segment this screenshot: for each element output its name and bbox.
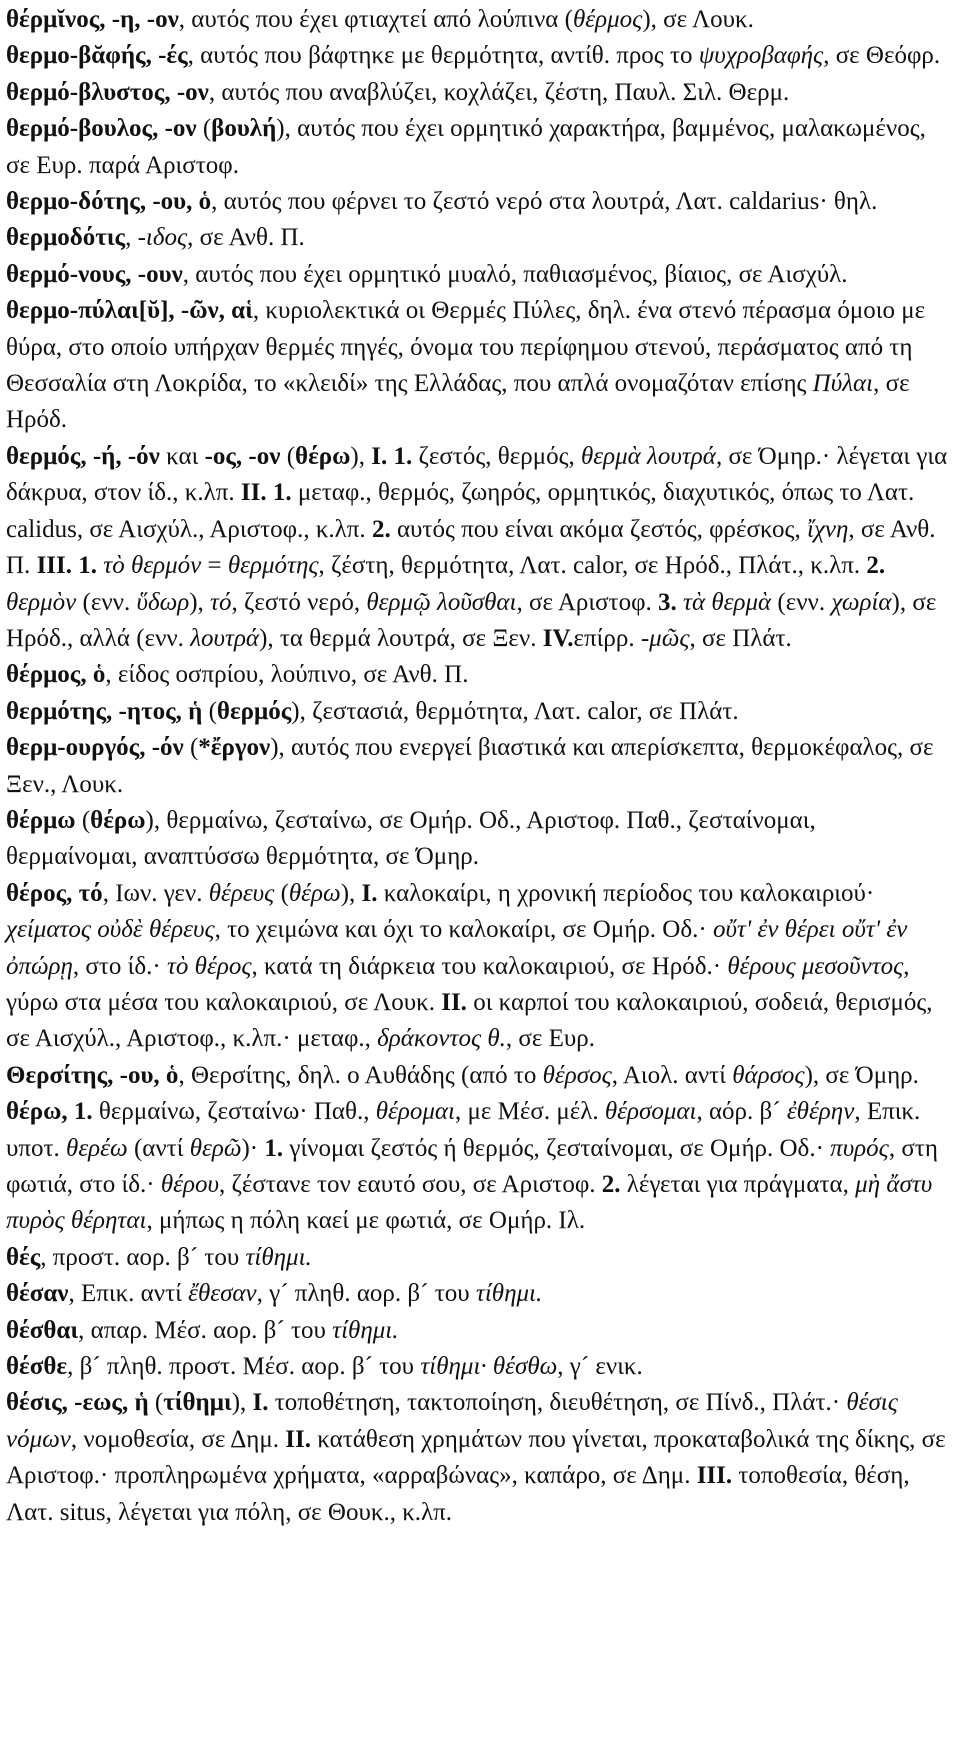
bold-term: II. xyxy=(285,1425,312,1453)
entry-text: ), xyxy=(231,1389,253,1417)
entry-text: , Θερσίτης, δηλ. ο Αυθάδης (από το xyxy=(178,1061,543,1089)
bold-term: III. 1. xyxy=(36,552,97,580)
italic-phrase: τὸ θέρος xyxy=(166,952,252,980)
bold-term: βουλή xyxy=(211,115,277,143)
dictionary-entry xyxy=(6,803,950,876)
bold-term: θερμός xyxy=(216,697,292,725)
bold-term: III. xyxy=(696,1462,733,1490)
entry-text: (αντί xyxy=(127,1134,190,1162)
entry-text: τοποθεσία, θέση, Λατ. situs, λέγεται για πόλη, σε Θουκ., κ.λπ. xyxy=(6,1462,910,1526)
entry-text: θερμαίνω, ζεσταίνω· Παθ., xyxy=(92,1098,376,1126)
dictionary-entry xyxy=(6,111,950,184)
italic-phrase: τίθημι. xyxy=(475,1280,543,1308)
dictionary-entry xyxy=(6,1276,950,1312)
entry-text: , σε Αριστοφ. xyxy=(516,588,659,616)
bold-term: θέρμω xyxy=(6,806,76,834)
italic-phrase: θέρσομαι xyxy=(604,1098,697,1126)
entry-text: , σε Πλάτ. xyxy=(689,624,792,652)
entry-text: ( xyxy=(196,115,212,143)
entry-text: , γ´ πληθ. αορ. β´ του xyxy=(256,1280,476,1308)
italic-phrase: μὴ ἄστυ πυρὸς θέρηται xyxy=(6,1171,933,1235)
bold-term: θέρω, 1. xyxy=(6,1098,93,1126)
bold-term: θέρμος, ὁ xyxy=(6,661,106,689)
bold-term: θερμότης, -ητος, ἡ xyxy=(6,697,203,725)
entry-text: , σε Θεόφρ. xyxy=(823,42,941,70)
entry-text: ), σε Ηρόδ., αλλά (ενν. xyxy=(6,588,937,652)
italic-phrase: θερμὰ λουτρά xyxy=(581,442,716,470)
entry-text: ), σε Όμηρ. xyxy=(804,1061,919,1089)
dictionary-entry xyxy=(6,1349,950,1385)
italic-phrase: θέρου xyxy=(160,1171,219,1198)
dictionary-entry xyxy=(6,75,950,111)
dictionary-entry xyxy=(6,1094,950,1240)
bold-term: τίθημι xyxy=(163,1389,232,1417)
italic-phrase: θέρω xyxy=(288,879,341,907)
italic-phrase: δράκοντος θ. xyxy=(377,1025,506,1053)
entry-text: ( xyxy=(274,879,289,907)
bold-term: IV. xyxy=(542,624,574,652)
italic-phrase: τὰ θερμὰ xyxy=(683,588,772,616)
entry-text: καλοκαίρι, η χρονική περίοδος του καλοκαιριού· xyxy=(377,879,875,907)
italic-phrase: ὕδωρ xyxy=(136,588,190,616)
dictionary-entry xyxy=(6,293,950,439)
dictionary-entry xyxy=(6,694,950,730)
entry-text: μεταφ., θερμός, ζωηρός, ορμητικός, διαχυτικός, όπως το Λατ. calidus, σε Αισχύλ., Αριστοφ., κ.λπ. xyxy=(6,479,915,543)
bold-term: -ος, -ον xyxy=(204,442,281,470)
entry-text: , β´ πληθ. προστ. Μέσ. αορ. β´ του xyxy=(67,1353,421,1381)
bold-term: θέσαν xyxy=(6,1280,69,1308)
entry-text: ), τα θερμά λουτρά, σε Ξεν. xyxy=(259,624,543,652)
entry-text: , αόρ. β´ xyxy=(696,1098,787,1126)
italic-phrase: θάρσος xyxy=(732,1061,805,1089)
entry-text: )· xyxy=(241,1134,265,1162)
entry-text: , σε Ανθ. Π. xyxy=(187,224,305,252)
entry-text: αυτός που είναι ακόμα ζεστός, φρέσκος, xyxy=(390,515,807,543)
entry-text: , κατά τη διάρκεια του καλοκαιριού, σε Ηρόδ.· xyxy=(251,952,728,980)
entry-text: (ενν. xyxy=(771,588,832,616)
entry-text: , αυτός που έχει ορμητικό μυαλό, παθιασμένος, βίαιος, σε Αισχύλ. xyxy=(182,260,848,288)
entry-text: , το χειμώνα και όχι το καλοκαίρι, σε Ομήρ. Οδ.· xyxy=(214,916,713,944)
bold-term: θερμο-πύλαι[ῠ], -ῶν, αἱ xyxy=(6,297,253,325)
entry-text: ( xyxy=(75,806,91,834)
italic-phrase: θερμῷ λοῦσθαι xyxy=(366,588,517,616)
entry-text: (ενν. xyxy=(76,588,137,616)
entry-text: ), σε Λουκ. xyxy=(642,6,754,33)
italic-phrase: θέρους μεσοῦντος xyxy=(727,952,904,980)
entry-text: επίρρ. xyxy=(573,624,641,652)
bold-term: II. 1. xyxy=(240,479,292,507)
entry-text: ζεστός, θερμός, xyxy=(412,442,581,470)
entry-text: , Επικ. υποτ. xyxy=(6,1098,921,1162)
italic-phrase: τίθημι. xyxy=(245,1243,312,1271)
entry-text: , σε Ηρόδ. xyxy=(6,370,910,434)
italic-phrase: θέρσος xyxy=(542,1061,612,1089)
entry-text: και xyxy=(159,442,205,470)
dictionary-entry xyxy=(6,1313,950,1349)
italic-phrase: ἔθεσαν xyxy=(188,1280,257,1308)
dictionary-entry xyxy=(6,1385,950,1531)
entry-text: κατάθεση χρημάτων που γίνεται, προκαταβολικά της δίκης, σε Αριστοφ.· προπληρωμένα χρήματα, «αρραβώνας», καπάρο, σε Δημ. xyxy=(6,1425,946,1490)
italic-phrase: θέρευς xyxy=(208,879,275,907)
italic-phrase: λουτρά xyxy=(190,624,260,652)
bold-term: 2. xyxy=(866,552,886,580)
italic-phrase: τίθημι· θέσθω xyxy=(420,1353,558,1381)
italic-phrase: χωρία xyxy=(831,588,892,616)
entry-text: , απαρ. Μέσ. αορ. β´ του xyxy=(78,1316,333,1344)
entry-text: λέγεται για πράγματα, xyxy=(620,1171,856,1198)
italic-phrase: τίθημι. xyxy=(332,1316,399,1344)
entry-text: τοποθέτηση, τακτοποίηση, διευθέτηση, σε Πίνδ., Πλάτ.· xyxy=(268,1389,847,1417)
dictionary-entry xyxy=(6,657,950,693)
entry-text: ), ζεστασιά, θερμότητα, Λατ. calor, σε Πλάτ. xyxy=(291,697,739,725)
dictionary-entry xyxy=(6,2,950,38)
entry-text: , σε Όμηρ.· λέγεται για δάκρυα, στον ίδ., κ.λπ. xyxy=(6,442,948,507)
entry-text: , Ιων. γεν. xyxy=(102,879,209,907)
bold-term: I. xyxy=(361,879,378,907)
entry-text: ), xyxy=(189,588,211,616)
entry-text: , σε Ευρ. xyxy=(505,1025,595,1053)
bold-term: θερμό-βλυστος, -ον xyxy=(6,78,209,106)
italic-phrase: -ιδος xyxy=(137,224,188,252)
entry-text: ), xyxy=(350,442,372,470)
dictionary-entry xyxy=(6,1240,950,1276)
bold-term: θέσθαι xyxy=(6,1316,79,1344)
italic-phrase: Πύλαι xyxy=(812,370,874,398)
italic-phrase: χείματος οὐδὲ θέρευς xyxy=(6,916,215,944)
bold-term: 1. xyxy=(264,1134,284,1162)
entry-text: , προστ. αορ. β´ του xyxy=(40,1243,246,1271)
entry-text: , είδος οσπρίου, λούπινο, σε Ανθ. Π. xyxy=(105,661,469,689)
entry-text: , σε Ανθ. Π. xyxy=(6,515,936,580)
entry-text: , στο ίδ.· xyxy=(72,952,167,980)
entry-text: οι καρποί του καλοκαιριού, σοδειά, θερισμός, σε Αισχύλ., Αριστοφ., κ.λπ.· μεταφ., xyxy=(6,988,933,1053)
bold-term: θερμο-δότης, -ου, ὁ xyxy=(6,188,212,216)
italic-phrase: πυρός xyxy=(830,1134,889,1162)
bold-term: I. xyxy=(252,1389,269,1417)
entry-text: , Αιολ. αντί xyxy=(611,1061,733,1089)
entry-text: ( xyxy=(202,697,217,725)
entry-text: , ζέστη, θερμότητα, Λατ. calor, σε Ηρόδ., Πλάτ., κ.λπ. xyxy=(318,552,867,580)
entry-text: , κυριολεκτικά οι Θερμές Πύλες, δηλ. ένα στενό πέρασμα όμοιο με θύρα, στο οποίο υπήρχαν θερμές πηγές, όνομα του περίφημου στενού, περάσματος από τη Θεσσαλία στη Λοκρίδα, το «κλειδί» της Ελλάδας, που απλά ονομαζόταν επίσης xyxy=(6,297,926,398)
bold-term: θέρος, τό xyxy=(6,879,103,907)
bold-term: θέσις, -εως, ἡ xyxy=(6,1389,149,1417)
dictionary-entry xyxy=(6,876,950,1058)
italic-phrase: θερῶ xyxy=(189,1134,242,1162)
italic-phrase: ἐθέρην xyxy=(786,1098,855,1126)
entry-text: , νομοθεσία, σε Δημ. xyxy=(70,1425,286,1453)
entry-text: γίνομαι ζεστός ή θερμός, ζεσταίνομαι, σε Ομήρ. Οδ.· xyxy=(283,1134,831,1162)
italic-phrase: -μῶς xyxy=(640,624,690,652)
italic-phrase: θέσις νόμων xyxy=(6,1389,898,1453)
entry-text: , αυτός που έχει φτιαχτεί από λούπινα ( xyxy=(178,6,573,33)
entry-text: ), xyxy=(340,879,362,907)
entry-text: , με Μέσ. μέλ. xyxy=(454,1098,605,1126)
italic-phrase: ἴχνη xyxy=(806,515,849,543)
dictionary-entry xyxy=(6,730,950,803)
entry-text: , xyxy=(125,224,138,252)
entry-text: ), αυτός που έχει ορμητικό χαρακτήρα, βαμμένος, μαλακωμένος, σε Ευρ. παρά Αριστοφ. xyxy=(6,115,926,179)
bold-term: θέρω xyxy=(90,806,146,834)
bold-term: 2. xyxy=(601,1171,621,1198)
italic-phrase: τό xyxy=(210,588,232,616)
dictionary-entry xyxy=(6,38,950,74)
entry-text: , ζεστό νερό, xyxy=(231,588,367,616)
entry-text: , μήπως η πόλη καεί με φωτιά, σε Ομήρ. Ιλ. xyxy=(146,1207,586,1235)
entry-text: , αυτός που αναβλύζει, κοχλάζει, ζέστη, Παυλ. Σιλ. Θερμ. xyxy=(208,78,790,106)
bold-term: 2. xyxy=(371,515,391,543)
italic-phrase: θέρομαι xyxy=(375,1098,455,1126)
bold-term: θερμ-ουργός, -όν xyxy=(6,734,184,762)
entry-text: , Επικ. αντί xyxy=(68,1280,189,1308)
entry-text: , γ´ ενικ. xyxy=(557,1353,643,1381)
italic-phrase: θερέω xyxy=(66,1134,128,1162)
bold-term: *ἔργον xyxy=(198,734,271,762)
dictionary-entry xyxy=(6,439,950,657)
dictionary-entry xyxy=(6,1058,950,1094)
bold-term: I. 1. xyxy=(371,442,413,470)
italic-phrase: θερμὸν xyxy=(6,588,77,616)
italic-phrase: οὔτ' ἐν θέρει οὔτ' ἐν ὀπώρῃ xyxy=(6,916,908,980)
bold-term: θερμοδότις xyxy=(6,224,126,252)
entry-text: , αυτός που φέρνει το ζεστό νερό στα λουτρά, Λατ. caldarius· θηλ. xyxy=(211,188,878,216)
bold-term: Θερσίτης, -ου, ὁ xyxy=(6,1061,179,1089)
entry-text: , αυτός που βάφτηκε με θερμότητα, αντίθ. προς το xyxy=(187,42,699,70)
italic-phrase: ψυχροβαφής xyxy=(698,42,824,70)
italic-phrase: θέρμος xyxy=(572,6,643,33)
entry-text: , γύρω στα μέσα του καλοκαιριού, σε Λουκ. xyxy=(6,952,910,1016)
entry-text: , στη φωτιά, στο ίδ.· xyxy=(6,1134,938,1198)
italic-phrase: τὸ θερμόν xyxy=(103,552,202,580)
bold-term: θερμός, -ή, -όν xyxy=(6,442,160,470)
entry-text: ), αυτός που ενεργεί βιαστικά και απερίσκεπτα, θερμοκέφαλος, σε Ξεν., Λουκ. xyxy=(6,734,934,798)
bold-term: θές xyxy=(6,1243,41,1271)
dictionary-entry xyxy=(6,257,950,293)
bold-term: 3. xyxy=(658,588,677,616)
bold-term: II. xyxy=(441,988,467,1016)
bold-term: θέρω xyxy=(295,442,351,470)
entry-text: ( xyxy=(183,734,199,762)
bold-term: θέρμῐνος, -η, -ον xyxy=(6,6,179,33)
bold-term: θερμό-νους, -ουν xyxy=(6,260,183,288)
dictionary-entry xyxy=(6,184,950,257)
entry-text: ( xyxy=(148,1389,164,1417)
bold-term: θερμό-βουλος, -ον xyxy=(6,115,197,143)
entry-text: ( xyxy=(280,442,296,470)
italic-phrase: θερμότης xyxy=(227,552,319,580)
entry-text: , ζέστανε τον εαυτό σου, σε Αριστοφ. xyxy=(218,1171,602,1198)
entry-text: ), θερμαίνω, ζεσταίνω, σε Ομήρ. Οδ., Αριστοφ. Παθ., ζεσταίνομαι, θερμαίνομαι, αναπτύσσω θερμότητα, σε Όμηρ. xyxy=(6,806,816,871)
entry-text: = xyxy=(201,552,228,580)
bold-term: θερμο-βᾰφής, -ές xyxy=(6,42,188,70)
bold-term: θέσθε xyxy=(6,1353,68,1381)
